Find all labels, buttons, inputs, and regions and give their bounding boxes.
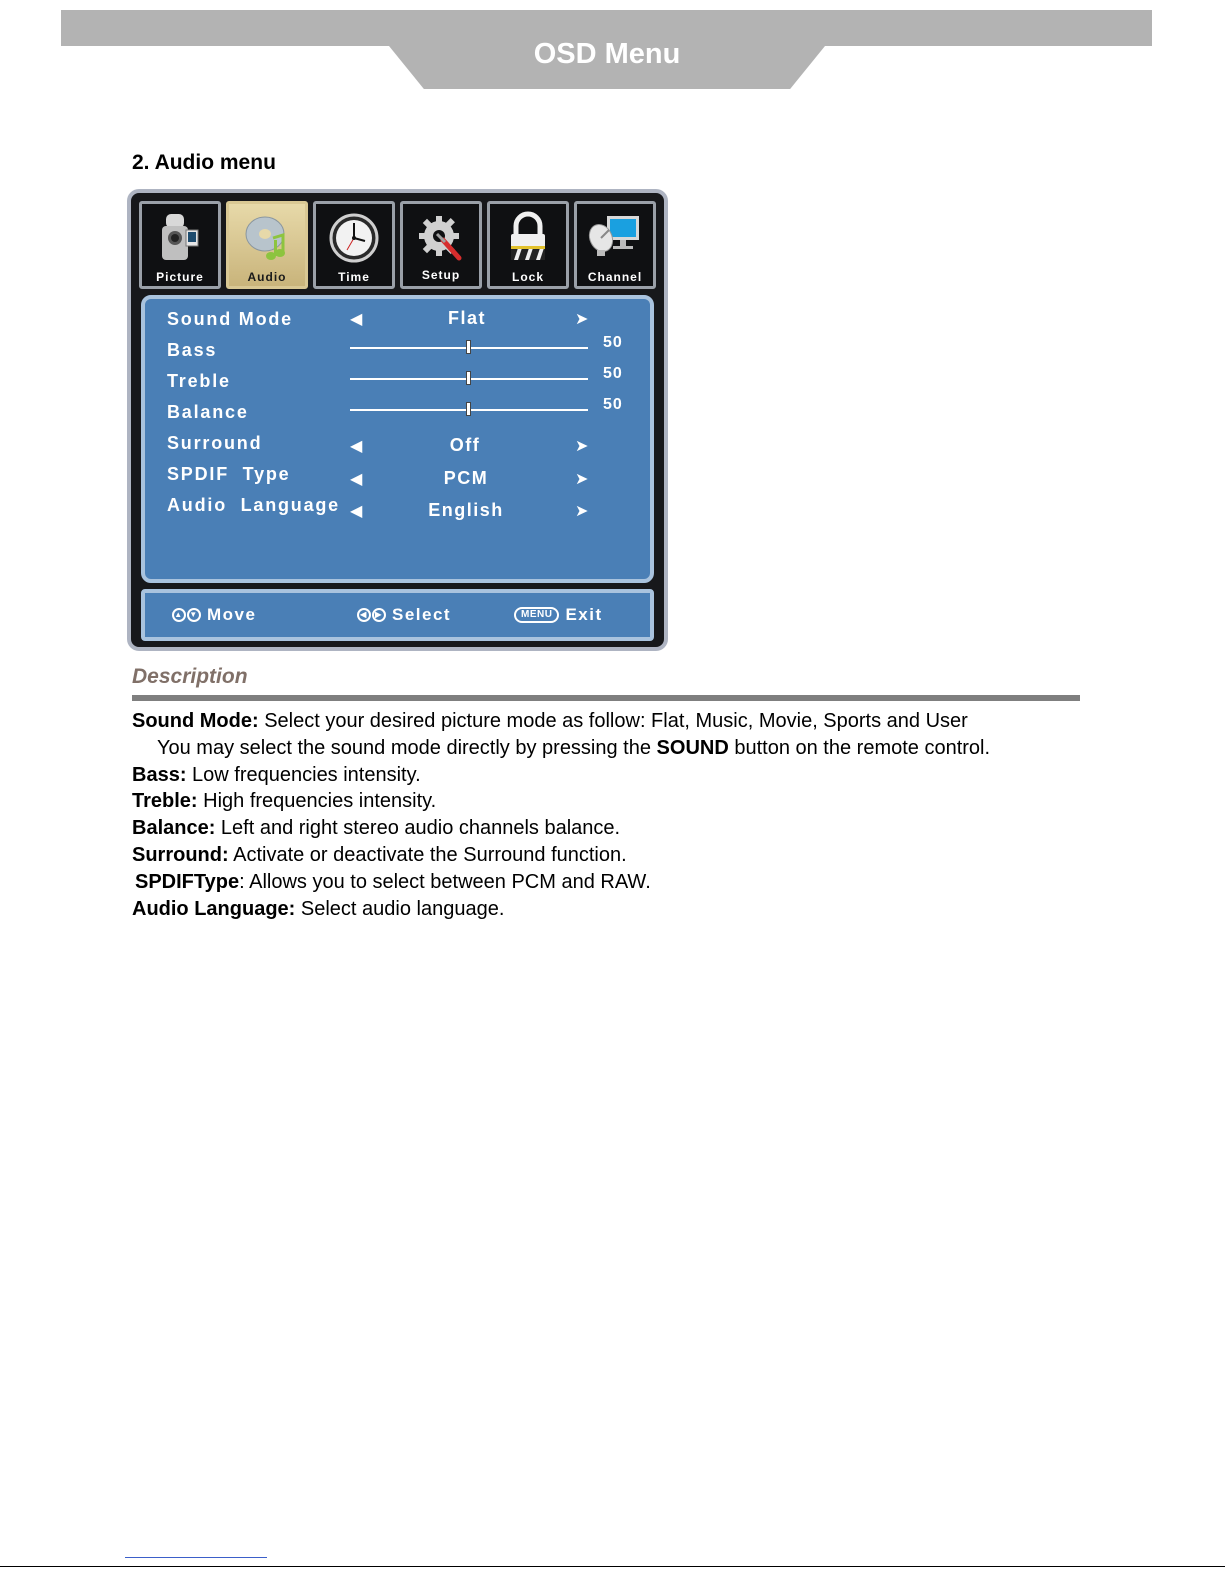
sound-mode-value: Flat xyxy=(447,308,486,328)
tab-label: Audio xyxy=(247,270,287,284)
padlock-icon xyxy=(502,208,554,268)
audio-language-value: English xyxy=(428,500,504,520)
surround-description xyxy=(132,842,1082,869)
slider-knob[interactable] xyxy=(466,402,471,416)
balance-slider[interactable] xyxy=(350,409,588,411)
sound-key: SOUND xyxy=(656,736,729,759)
tab-channel[interactable] xyxy=(574,201,656,289)
arrow-right-icon[interactable]: ➤ xyxy=(575,311,589,328)
arrow-left-icon[interactable]: ◀ xyxy=(350,311,363,328)
audio-language-label: Audio Language xyxy=(167,495,340,515)
definition: Select audio language. xyxy=(295,897,505,920)
tab-label: Channel xyxy=(587,270,643,284)
left-arrow-icon: ◀ xyxy=(357,608,371,622)
sound-mode-label: Sound Mode xyxy=(167,309,293,329)
slider-knob[interactable] xyxy=(466,371,471,385)
move-hint xyxy=(172,605,256,625)
balance-label: Balance xyxy=(167,402,249,422)
spdif-type-value: PCM xyxy=(443,468,489,488)
term: Surround: xyxy=(132,843,229,866)
exit-label: Exit xyxy=(565,605,603,624)
footer-link-underline xyxy=(125,1557,267,1558)
surround-label: Surround xyxy=(167,433,263,453)
menu-key-icon: MENU xyxy=(514,607,559,623)
term: Sound Mode: xyxy=(132,710,259,732)
gear-wrench-icon xyxy=(415,208,467,268)
osd-menu-screen xyxy=(127,189,668,651)
spdif-description xyxy=(132,869,1082,896)
bass-description xyxy=(132,762,1082,789)
clock-icon xyxy=(328,208,380,268)
surround-value: Off xyxy=(449,435,481,455)
term: Audio Language: xyxy=(132,897,296,920)
definition: High frequencies intensity. xyxy=(197,790,437,813)
select-hint xyxy=(357,605,451,625)
treble-label: Treble xyxy=(167,371,231,391)
tab-time[interactable] xyxy=(313,201,395,289)
audio-language-description xyxy=(132,896,1082,923)
tab-label: Lock xyxy=(511,270,544,284)
arrow-right-icon[interactable]: ➤ xyxy=(575,438,589,455)
bass-slider[interactable] xyxy=(350,347,588,349)
arrow-left-icon[interactable]: ◀ xyxy=(350,438,363,455)
tab-label: Time xyxy=(338,270,370,284)
down-arrow-icon: ▼ xyxy=(187,608,201,622)
camcorder-icon xyxy=(156,208,204,268)
section-title: 2. Audio menu xyxy=(132,151,276,174)
definition: Left and right stereo audio channels balance. xyxy=(215,817,621,840)
move-label: Move xyxy=(207,605,257,624)
term: Treble: xyxy=(132,790,198,813)
audio-settings-panel xyxy=(141,295,654,583)
treble-value: 50 xyxy=(603,365,623,382)
tab-audio[interactable] xyxy=(226,201,308,289)
page-title: OSD Menu xyxy=(533,38,681,70)
treble-slider[interactable] xyxy=(350,378,588,380)
definition: button on the remote control. xyxy=(728,736,991,759)
arrow-right-icon[interactable]: ➤ xyxy=(575,503,589,520)
tab-picture[interactable] xyxy=(139,201,221,289)
sound-mode-description xyxy=(132,708,1082,735)
spdif-type-label: SPDIF Type xyxy=(167,464,291,484)
balance-value: 50 xyxy=(603,396,623,413)
slider-knob[interactable] xyxy=(466,340,471,354)
bass-value: 50 xyxy=(603,334,623,351)
bass-label: Bass xyxy=(167,340,218,360)
select-label: Select xyxy=(392,605,452,624)
tab-label: Setup xyxy=(421,268,461,282)
term: SPDIFType xyxy=(135,870,240,893)
definition: Select your desired picture mode as follow: Flat, Music, Movie, Sports and User xyxy=(258,710,968,732)
right-arrow-icon: ▶ xyxy=(372,608,386,622)
arrow-left-icon[interactable]: ◀ xyxy=(350,503,363,520)
sound-mode-description-cont xyxy=(132,735,1082,762)
definition: You may select the sound mode directly by pressing the xyxy=(157,736,657,759)
description-body xyxy=(132,708,1082,922)
treble-description xyxy=(132,788,1082,815)
osd-footer xyxy=(141,589,654,641)
page-bottom-rule xyxy=(0,1566,1225,1567)
satellite-monitor-icon xyxy=(587,208,643,268)
term: Balance: xyxy=(132,817,216,840)
definition: Low frequencies intensity. xyxy=(186,763,421,786)
arrow-right-icon[interactable]: ➤ xyxy=(575,471,589,488)
description-title: Description xyxy=(132,665,248,688)
term: Bass: xyxy=(132,763,187,786)
tab-label: Picture xyxy=(156,270,204,284)
tab-lock[interactable] xyxy=(487,201,569,289)
audio-disc-music-icon xyxy=(243,208,291,268)
definition: : Allows you to select between PCM and RAW. xyxy=(239,870,651,893)
definition: Activate or deactivate the Surround function. xyxy=(228,843,627,866)
exit-hint xyxy=(514,605,603,625)
up-arrow-icon: ▲ xyxy=(172,608,186,622)
balance-description xyxy=(132,815,1082,842)
arrow-left-icon[interactable]: ◀ xyxy=(350,471,363,488)
tab-setup[interactable] xyxy=(400,201,482,289)
description-divider xyxy=(132,695,1080,701)
